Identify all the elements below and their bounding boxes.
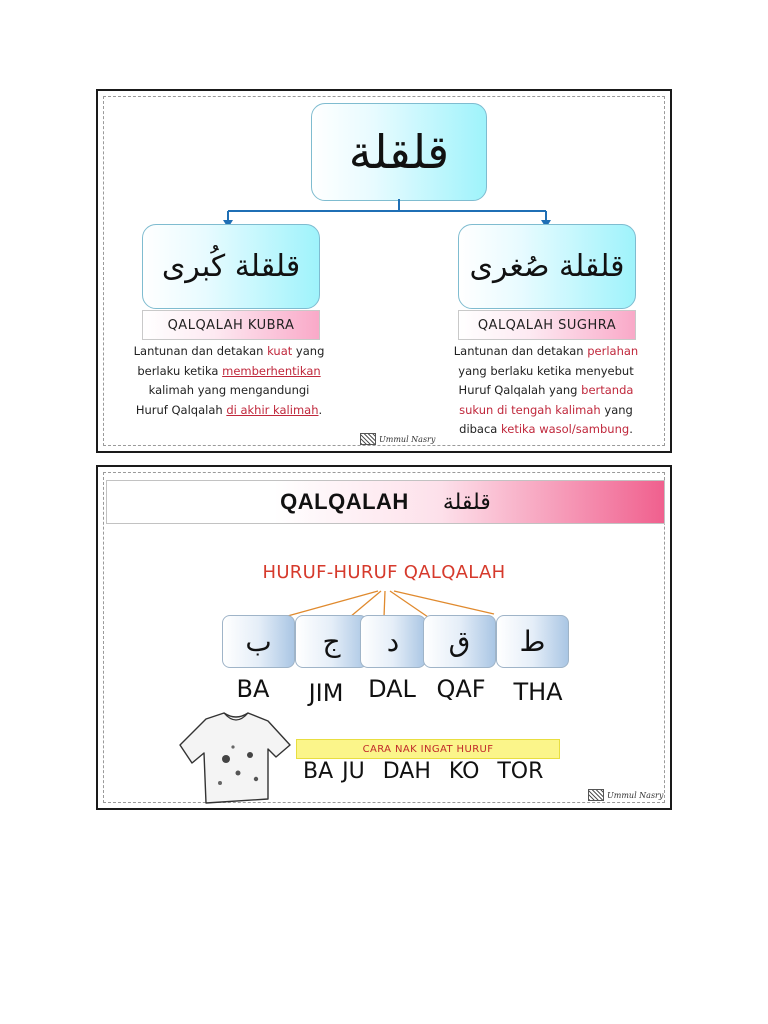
letter-name-ba: BA <box>236 675 270 703</box>
letter-name-dal: DAL <box>368 675 416 703</box>
huruf-heading: HURUF-HURUF QALQALAH <box>262 562 506 583</box>
letter-box-dal: د <box>360 615 426 668</box>
heading-connector-lines <box>98 467 670 627</box>
sughra-title-box <box>458 224 636 309</box>
letter-name-qaf: QAF <box>436 675 486 703</box>
sughra-title-arabic: قلقلة صُغرى <box>469 249 625 284</box>
kubra-title-box <box>142 224 320 309</box>
kubra-description: Lantunan dan detakan kuat yang berlaku ketika memberhentikan kalimah yang mengandungi Huruf Qalqalah di akhir kalimah. <box>133 344 325 417</box>
kubra-label: QALQALAH KUBRA <box>142 310 320 340</box>
letter-box-qaf: ق <box>423 615 496 668</box>
huruf-qalqalah-card <box>96 465 672 810</box>
qalqalah-types-card <box>96 89 672 453</box>
letter-name-jim: JIM <box>308 679 344 707</box>
banner-title: QALQALAH <box>280 489 409 514</box>
tshirt-icon <box>176 707 296 807</box>
letter-name-tha: THA <box>513 678 563 706</box>
kubra-title-arabic: قلقلة كُبرى <box>161 249 301 284</box>
banner-arabic: قلقلة <box>442 489 491 515</box>
letter-box-tha: ط <box>496 615 569 668</box>
letter-box-ba: ب <box>222 615 295 668</box>
sughra-label: QALQALAH SUGHRA <box>458 310 636 340</box>
signature-mark-icon <box>360 433 376 445</box>
watermark-signature: Ummul Nasry <box>588 789 663 801</box>
signature-mark-icon <box>588 789 604 801</box>
letter-box-jim: ج <box>295 615 368 668</box>
main-title-arabic: قلقلة <box>348 125 450 179</box>
sughra-description: Lantunan dan detakan perlahan yang berlaku ketika menyebut Huruf Qalqalah yang bertanda sukun di tengah kalimah yang dibaca ketika wasol/sambung. <box>453 344 639 436</box>
mnemonic-text: BA JU DAH KO TOR <box>303 759 544 784</box>
cara-ingat-label: CARA NAK INGAT HURUF <box>296 739 560 759</box>
watermark-signature: Ummul Nasry <box>360 433 435 445</box>
